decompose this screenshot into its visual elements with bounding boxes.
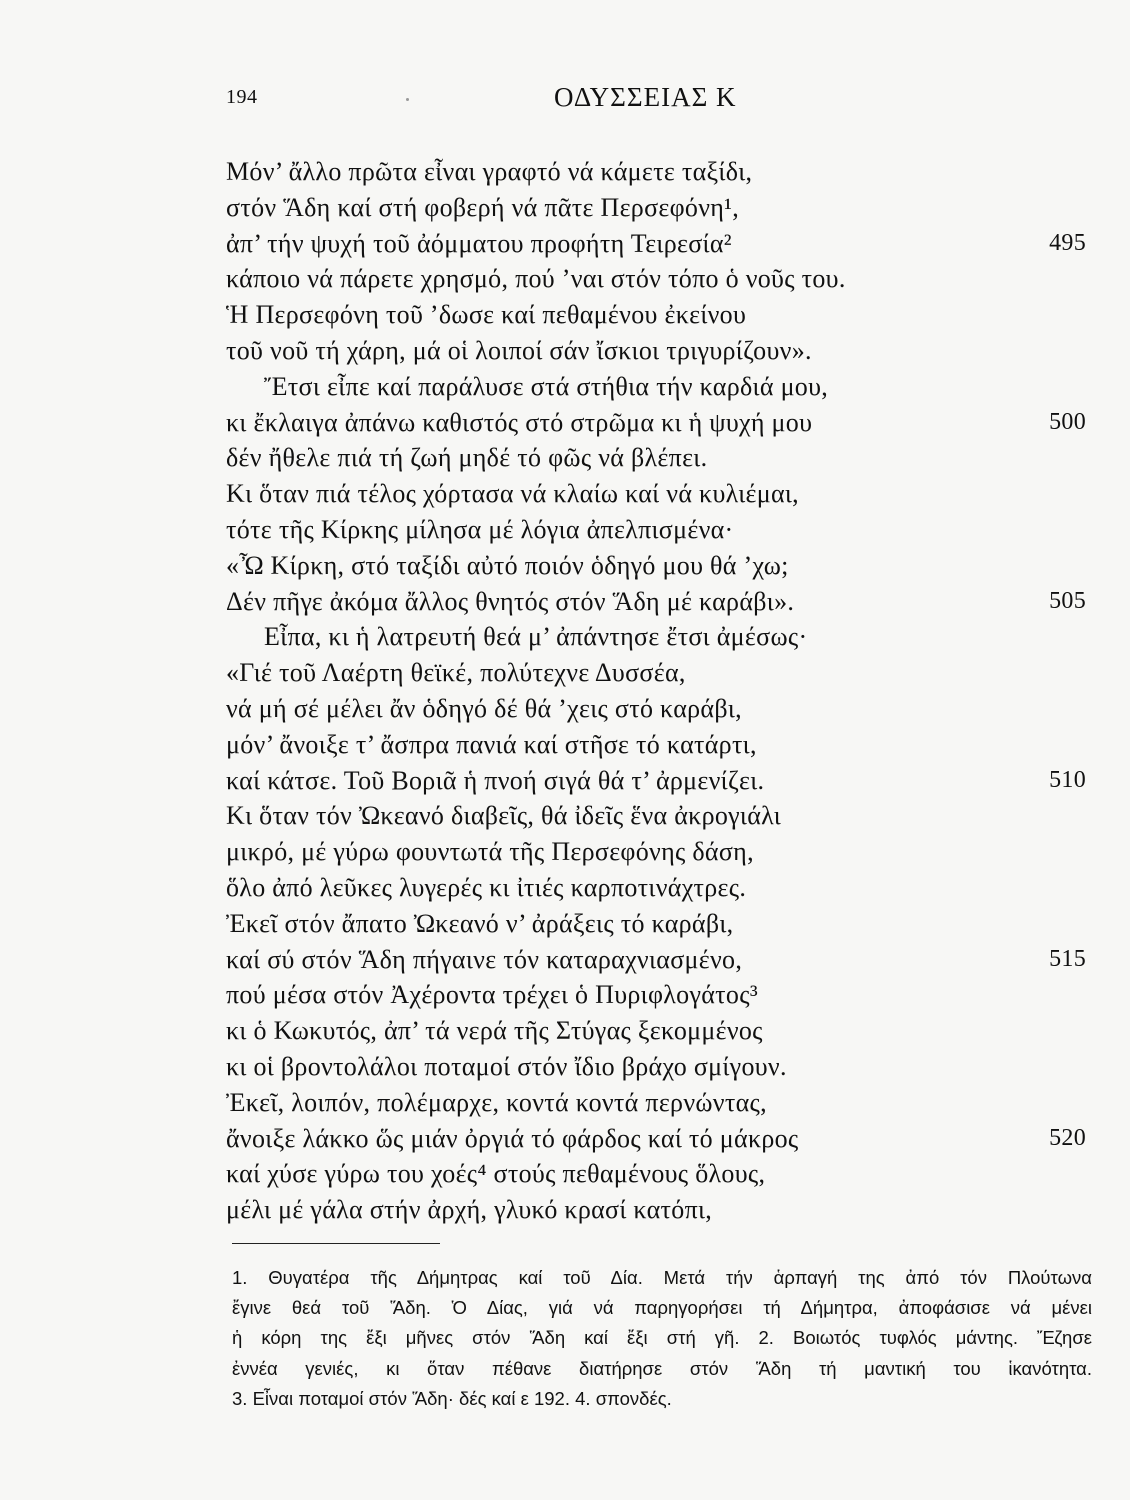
verse-text: κι ἔκλαιγα ἀπάνω καθιστός στό στρῶμα κι ἡ ψυχή μου	[226, 407, 813, 437]
footnote-line: ἔγινε θεά τοῦ Ἅδη. Ὁ Δίας, γιά νά παρηγορήσει τή Δήμητρα, ἀποφάσισε νά μένει	[232, 1297, 1092, 1319]
verse-text: δέν ἤθελε πιά τή ζωή μηδέ τό φῶς νά βλέπει.	[226, 443, 708, 473]
verse-text: ὅλο ἀπό λεῦκες λυγερές κι ἰτιές καρποτινάχτρες.	[226, 872, 747, 902]
verse-line	[226, 1156, 1086, 1192]
line-number: 505	[1049, 587, 1086, 614]
line-number: 515	[1049, 945, 1086, 972]
verse-text: μέλι μέ γάλα στήν ἀρχή, γλυκό κρασί κατόπι,	[226, 1195, 713, 1225]
verse-text: Δέν πῆγε ἀκόμα ἄλλος θνητός στόν Ἅδη μέ καράβι».	[226, 586, 795, 616]
verse-text: ἀπ’ τήν ψυχή τοῦ ἀόμματου προφήτη Τειρεσία²	[226, 228, 732, 258]
verse-text: κι οἱ βροντολάλοι ποταμοί στόν ἴδιο βράχο σμίγουν.	[226, 1051, 787, 1081]
verse-text: καί κάτσε. Τοῦ Βοριᾶ ἡ πνοή σιγά θά τ’ ἀρμενίζει.	[226, 765, 765, 795]
verse-line	[226, 440, 1086, 476]
line-number: 500	[1049, 408, 1086, 435]
verse-line	[226, 906, 1086, 942]
verse-text: κάποιο νά πάρετε χρησμό, πού ’ναι στόν τόπο ὁ νοῦς του.	[226, 264, 846, 294]
verse-line	[226, 1192, 1086, 1228]
verse-line	[226, 1085, 1086, 1121]
verse-line	[226, 154, 1086, 190]
footnote-line: 3. Εἶναι ποταμοί στόν Ἅδη· δές καί ε 192. 4. σπονδές.	[232, 1387, 672, 1409]
page-header	[226, 82, 1106, 122]
verse-line	[226, 798, 1086, 834]
verse-text: τότε τῆς Κίρκης μίλησα μέ λόγια ἀπελπισμένα·	[226, 514, 734, 544]
footnote-separator	[232, 1243, 440, 1244]
verse-text: Κι ὅταν τόν Ὠκεανό διαβεῖς, θά ἰδεῖς ἕνα ἀκρογιάλι	[226, 801, 782, 831]
verse-text: Μόν’ ἄλλο πρῶτα εἶναι γραφτό νά κάμετε ταξίδι,	[226, 157, 753, 186]
verse-text: καί χύσε γύρω του χοές⁴ στούς πεθαμένους ὅλους,	[226, 1159, 766, 1189]
verse-line	[226, 261, 1086, 297]
verse-text: Εἶπα, κι ἡ λατρευτή θεά μ’ ἀπάντησε ἔτσι ἀμέσως·	[264, 622, 808, 652]
verse-line	[226, 727, 1086, 763]
page-number: 194	[226, 86, 258, 108]
line-number: 520	[1049, 1124, 1086, 1151]
footnote-line: ἡ κόρη της ἔξι μῆνες στόν Ἅδη καί ἔξι στή γῆ. 2. Βοιωτός τυφλός μάντης. Ἔζησε	[232, 1327, 1092, 1349]
verse-line	[226, 548, 1086, 584]
verse-text: στόν Ἅδη καί στή φοβερή νά πᾶτε Περσεφόνη¹,	[226, 192, 740, 222]
verse-text: ἄνοιξε λάκκο ὥς μιάν ὀργιά τό φάρδος καί τό μάκρος	[226, 1123, 799, 1153]
verse-text: μόν’ ἄνοιξε τ’ ἄσπρα πανιά καί στῆσε τό κατάρτι,	[226, 729, 757, 759]
verse-line	[226, 942, 1086, 978]
verse-text: Ἐκεῖ στόν ἄπατο Ὠκεανό ν’ ἀράξεις τό καράβι,	[226, 908, 734, 938]
verse-line	[226, 763, 1086, 799]
verse-line	[226, 333, 1086, 369]
line-number: 510	[1049, 766, 1086, 793]
verse-line	[226, 512, 1086, 548]
verse-line	[226, 1121, 1086, 1157]
footnote-line: ἐννέα γενιές, κι ὅταν πέθανε διατήρησε στόν Ἅδη τή μαντική του ἱκανότητα.	[232, 1357, 1092, 1379]
verse-text: Ἐκεῖ, λοιπόν, πολέμαρχε, κοντά κοντά περνώντας,	[226, 1087, 767, 1117]
verse-text: τοῦ νοῦ τή χάρη, μά οἱ λοιποί σάν ἴσκιοι τριγυρίζουν».	[226, 335, 812, 365]
verse-line	[226, 405, 1086, 441]
verse-text: Ἡ Περσεφόνη τοῦ ’δωσε καί πεθαμένου ἐκείνου	[226, 300, 747, 330]
line-number: 495	[1049, 229, 1086, 256]
verse-line	[226, 190, 1086, 226]
verse-line	[226, 619, 1086, 655]
verse-line	[226, 691, 1086, 727]
poem-text	[226, 154, 1086, 1228]
running-title: ΟΔΥΣΣΕΙΑΣ Κ	[554, 82, 737, 112]
verse-line	[226, 834, 1086, 870]
print-dot-mark	[406, 98, 409, 101]
verse-text: Κι ὅταν πιά τέλος χόρτασα νά κλαίω καί νά κυλιέμαι,	[226, 479, 799, 509]
verse-line	[226, 226, 1086, 262]
verse-line	[226, 584, 1086, 620]
verse-text: πού μέσα στόν Ἀχέροντα τρέχει ὁ Πυριφλογάτος³	[226, 980, 758, 1010]
footnote-line: 1. Θυγατέρα τῆς Δήμητρας καί τοῦ Δία. Μετά τήν ἁρπαγή της ἀπό τόν Πλούτωνα	[232, 1267, 1092, 1288]
verse-line	[226, 369, 1086, 405]
footnotes	[232, 1263, 1092, 1414]
verse-text: μικρό, μέ γύρω φουντωτά τῆς Περσεφόνης δάση,	[226, 837, 754, 867]
verse-text: καί σύ στόν Ἅδη πήγαινε τόν καταραχνιασμένο,	[226, 944, 743, 974]
verse-line	[226, 297, 1086, 333]
verse-line	[226, 655, 1086, 691]
verse-text: «Ὦ Κίρκη, στό ταξίδι αὐτό ποιόν ὁδηγό μου θά ’χω;	[226, 550, 789, 580]
verse-line	[226, 476, 1086, 512]
verse-text: Ἔτσι εἶπε καί παράλυσε στά στήθια τήν καρδιά μου,	[264, 371, 829, 401]
verse-text: νά μή σέ μέλει ἄν ὁδηγό δέ θά ’χεις στό καράβι,	[226, 693, 742, 723]
verse-line	[226, 977, 1086, 1013]
verse-line	[226, 1013, 1086, 1049]
verse-line	[226, 870, 1086, 906]
verse-text: «Γιέ τοῦ Λαέρτη θεϊκέ, πολύτεχνε Δυσσέα,	[226, 658, 686, 688]
verse-line	[226, 1049, 1086, 1085]
verse-text: κι ὁ Κωκυτός, ἀπ’ τά νερά τῆς Στύγας ξεκομμένος	[226, 1016, 763, 1046]
